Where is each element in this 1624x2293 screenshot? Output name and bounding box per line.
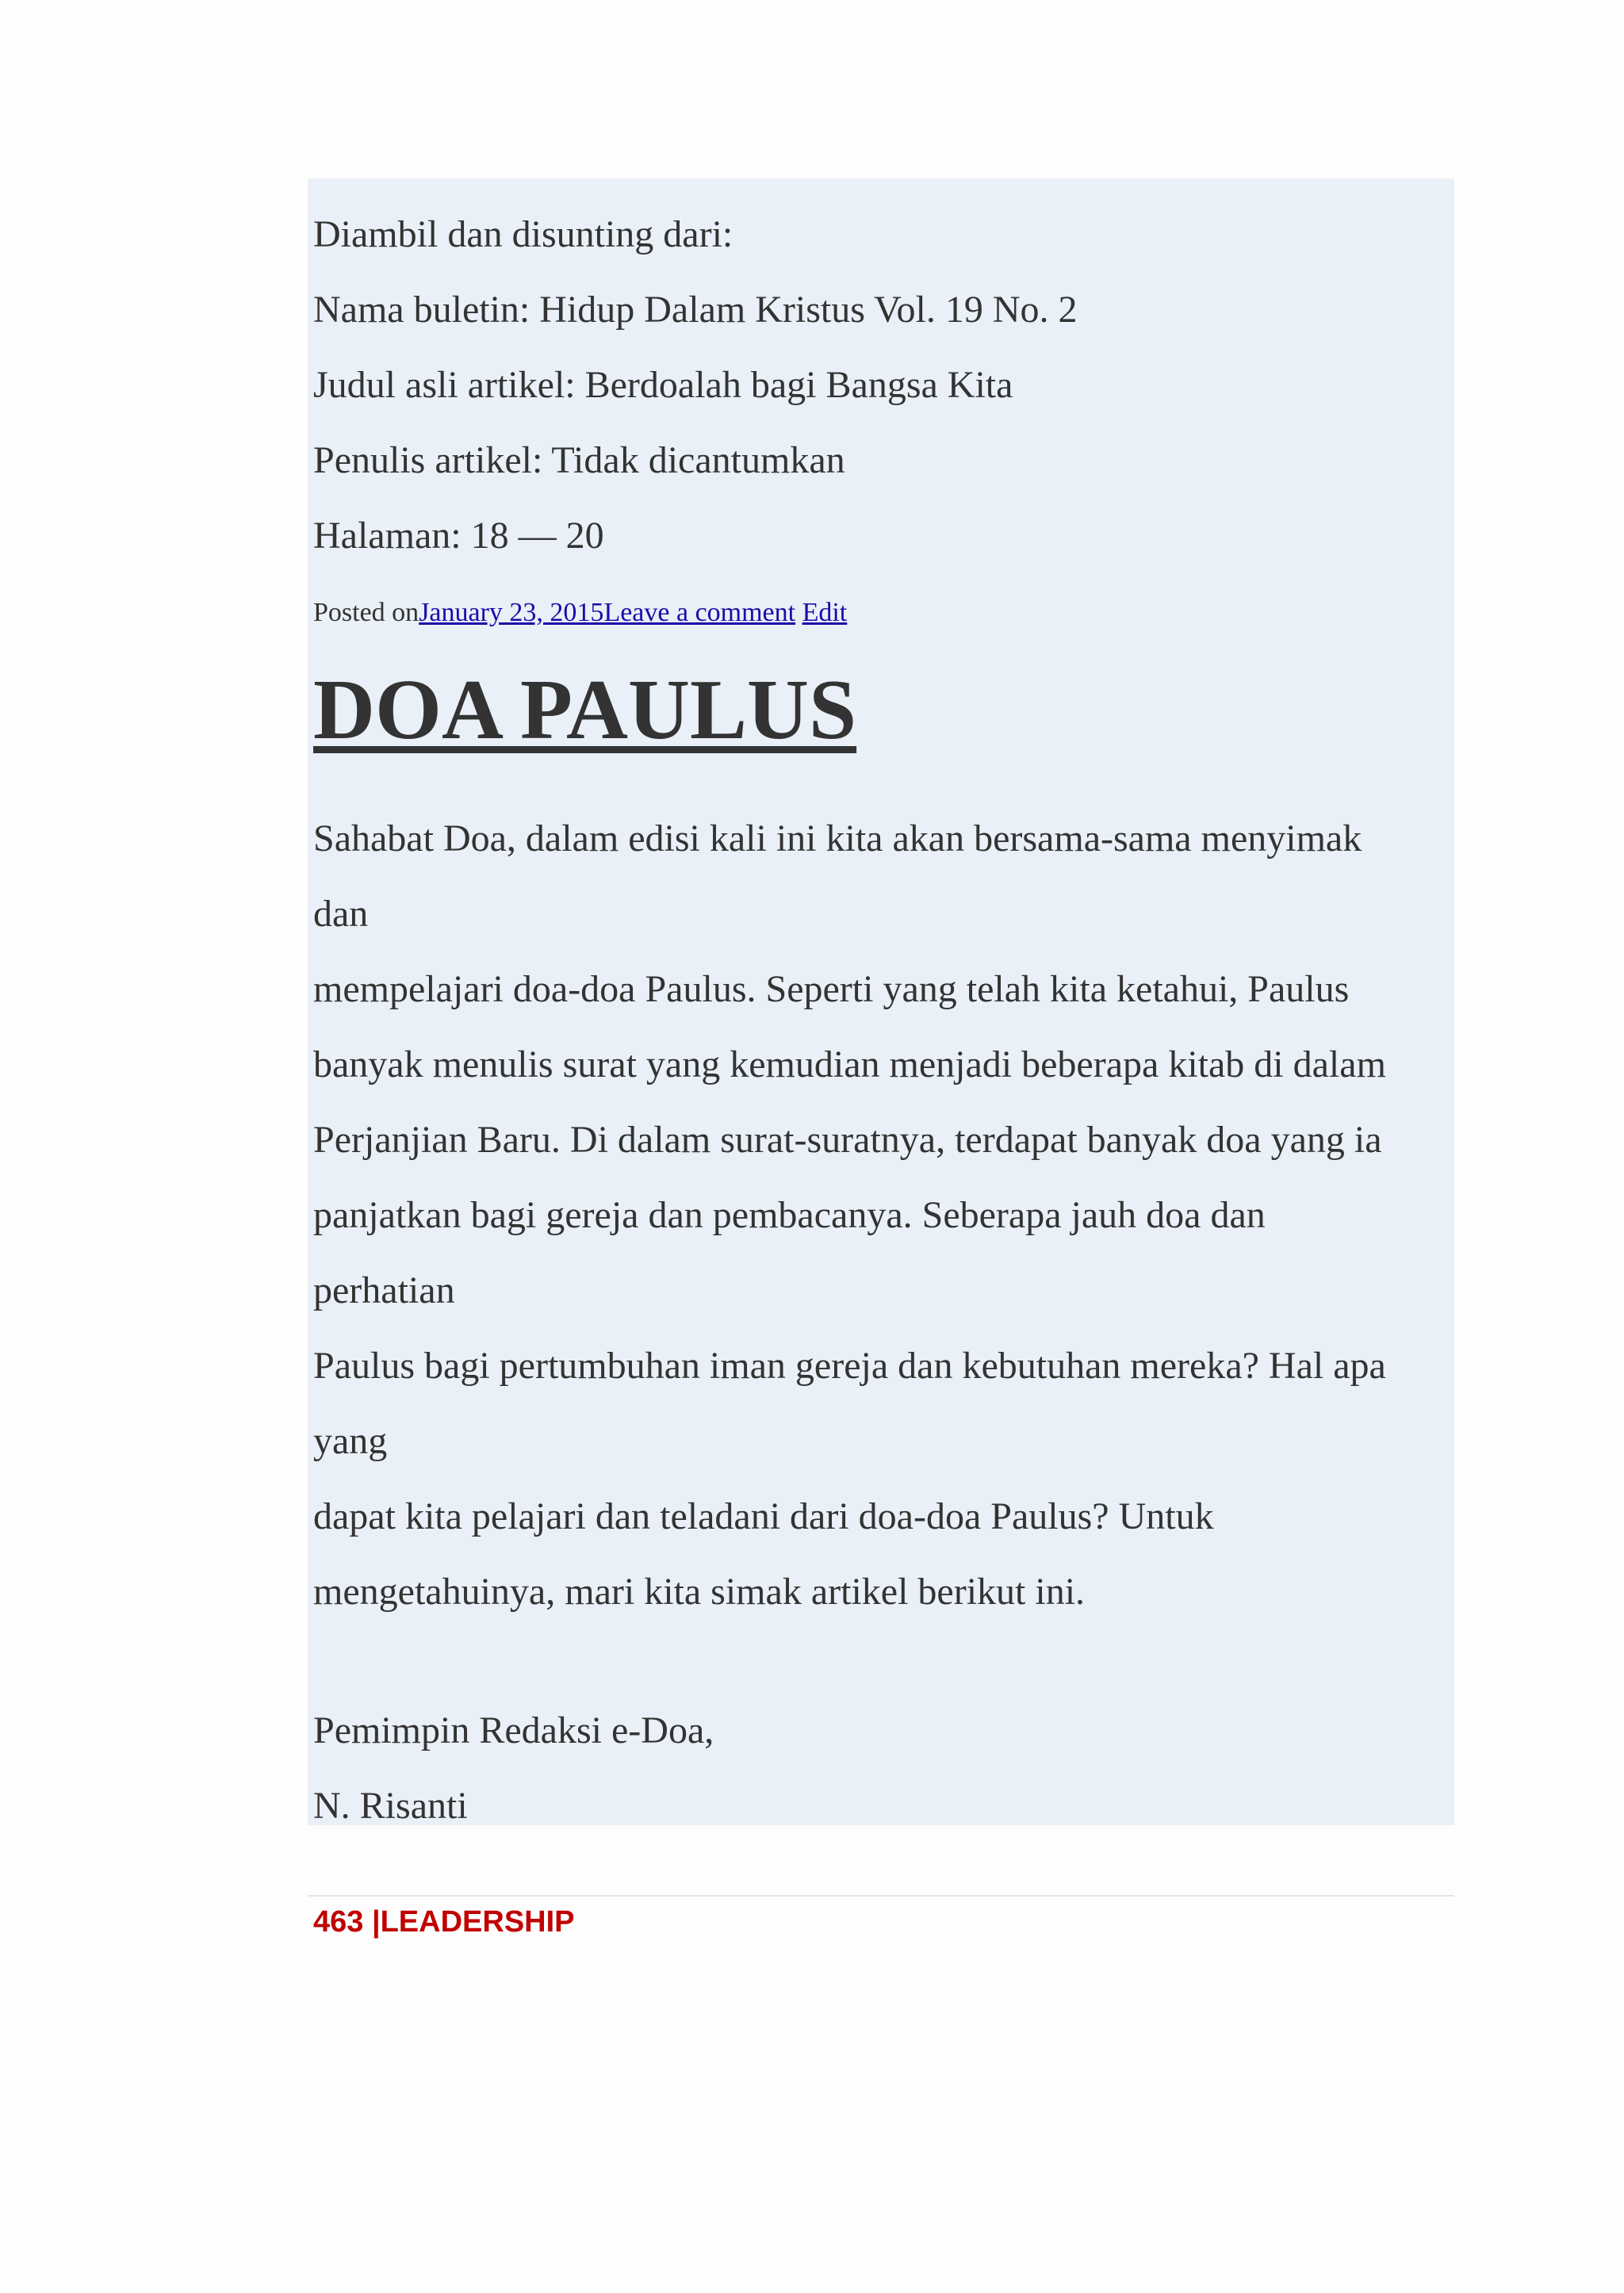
- article-line: banyak menulis surat yang kemudian menjadi beberapa kitab di dalam: [313, 1043, 1386, 1085]
- edit-link[interactable]: Edit: [802, 598, 848, 627]
- article-line: Paulus bagi pertumbuhan iman gereja dan kebutuhan mereka? Hal apa: [313, 1345, 1386, 1387]
- leave-comment-link[interactable]: Leave a comment: [603, 598, 796, 627]
- article-line: panjatkan bagi gereja dan pembacanya. Seberapa jauh doa dan: [313, 1194, 1266, 1236]
- source-pages: Halaman: 18 — 20: [313, 515, 604, 557]
- source-original-title: Judul asli artikel: Berdoalah bagi Bangsa Kita: [313, 364, 1013, 406]
- article-title: DOA PAULUS: [313, 663, 857, 757]
- footer-divider: [308, 1895, 1454, 1897]
- source-bulletin: Nama buletin: Hidup Dalam Kristus Vol. 19 No. 2: [313, 289, 1078, 331]
- article-line: dan: [313, 893, 369, 935]
- source-intro: Diambil dan disunting dari:: [313, 213, 733, 255]
- page-footer: 463 |LEADERSHIP: [313, 1905, 575, 1939]
- article-line: perhatian: [313, 1269, 455, 1311]
- article-line: Perjanjian Baru. Di dalam surat-suratnya, terdapat banyak doa yang ia: [313, 1119, 1382, 1161]
- article-line: Sahabat Doa, dalam edisi kali ini kita akan bersama-sama menyimak: [313, 817, 1362, 859]
- posted-on-label: Posted on: [313, 598, 419, 627]
- signature-role: Pemimpin Redaksi e-Doa,: [313, 1709, 714, 1751]
- source-author: Penulis artikel: Tidak dicantumkan: [313, 439, 845, 481]
- post-date-link[interactable]: January 23, 2015: [419, 598, 604, 627]
- article-line: dapat kita pelajari dan teladani dari doa-doa Paulus? Untuk: [313, 1495, 1214, 1537]
- article-line: yang: [313, 1420, 388, 1462]
- post-meta: [313, 599, 847, 626]
- signature-name: N. Risanti: [313, 1785, 468, 1827]
- article-line: mengetahuinya, mari kita simak artikel berikut ini.: [313, 1571, 1086, 1613]
- article-line: mempelajari doa-doa Paulus. Seperti yang telah kita ketahui, Paulus: [313, 968, 1350, 1010]
